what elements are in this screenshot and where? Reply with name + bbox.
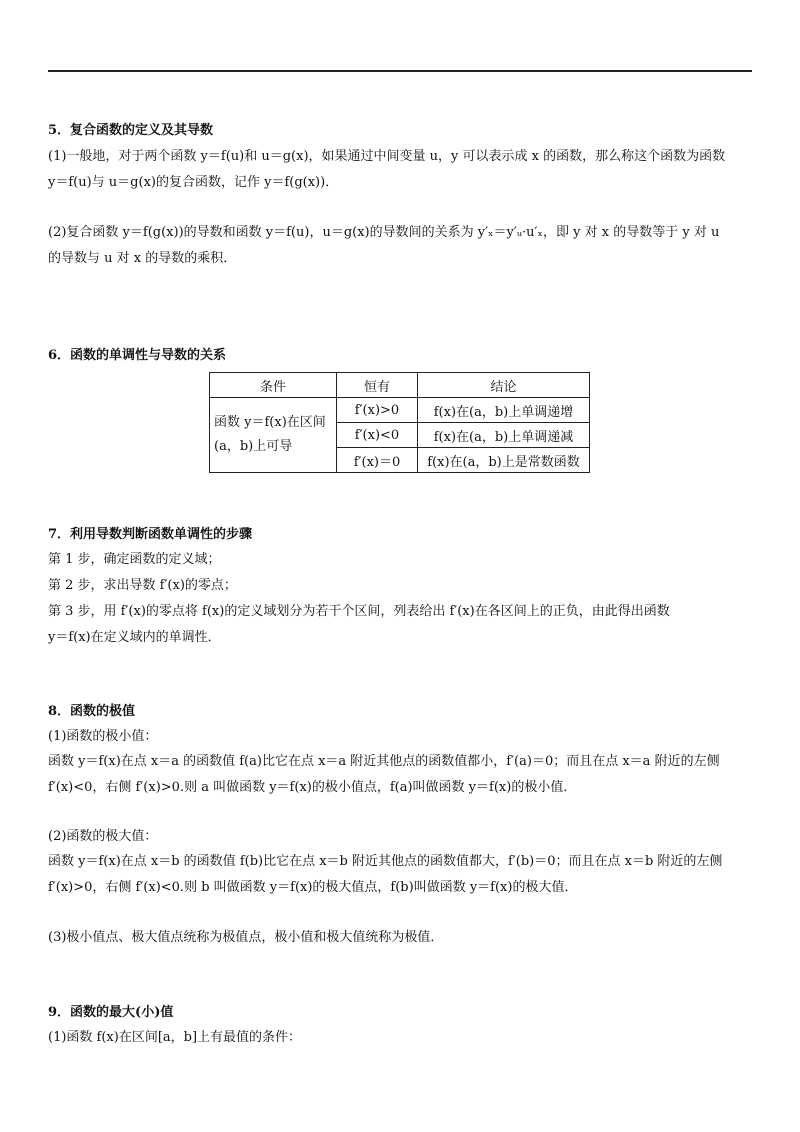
table-cell: f′(x)>0 [337, 398, 418, 423]
section-7-step1: 第 1 步，确定函数的定义域； [48, 552, 221, 567]
table-cell: f′(x)<0 [337, 423, 418, 448]
section-8-min-title: (1)函数的极小值： [48, 729, 158, 744]
section-7-step2: 第 2 步，求出导数 f′(x)的零点； [48, 578, 237, 593]
section-6-heading: 6．函数的单调性与导数的关系 [48, 348, 227, 363]
section-5-p1-line1: (1)一般地，对于两个函数 y＝f(u)和 u＝g(x)，如果通过中间变量 u，y 可以表示成 x 的函数，那么称这个函数为函数 [48, 149, 726, 164]
table-row [210, 398, 590, 423]
table-cell: f(x)在(a，b)上单调递减 [418, 423, 590, 448]
table-cell: f(x)在(a，b)上单调递增 [418, 398, 590, 423]
section-7-step3-line2: y＝f(x)在定义域内的单调性． [48, 630, 221, 645]
section-8-min-line2: f′(x)<0，右侧 f′(x)>0.则 a 叫做函数 y＝f(x)的极小值点，f(a)叫做函数 y＝f(x)的极小值． [48, 780, 577, 795]
monotonicity-table [209, 372, 590, 473]
section-9-heading: 9．函数的最大(小)值 [48, 1005, 174, 1020]
section-8-p3: (3)极小值点、极大值点统称为极值点，极小值和极大值统称为极值． [48, 930, 444, 945]
section-5-p2-line2: 的导数与 u 对 x 的导数的乘积． [48, 251, 237, 266]
header-rule [48, 70, 752, 72]
section-5-p2-line1: (2)复合函数 y＝f(g(x))的导数和函数 y＝f(u)，u＝g(x)的导数间的关系为 y′ₓ＝y′ᵤ·u′ₓ，即 y 对 x 的导数等于 y 对 u [48, 225, 720, 240]
section-9-p1: (1)函数 f(x)在区间[a，b]上有最值的条件： [48, 1030, 302, 1045]
table-header-cell: 结论 [418, 373, 590, 398]
table-condition-cell: 函数 y＝f(x)在区间(a，b)上可导 [210, 398, 337, 473]
section-8-max-line2: f′(x)>0，右侧 f′(x)<0.则 b 叫做函数 y＝f(x)的极大值点，f(b)叫做函数 y＝f(x)的极大值． [48, 880, 578, 895]
section-8-max-title: (2)函数的极大值： [48, 829, 158, 844]
table-header-row [210, 373, 590, 398]
section-8-max-line1: 函数 y＝f(x)在点 x＝b 的函数值 f(b)比它在点 x＝b 附近其他点的函数值都大，f′(b)＝0；而且在点 x＝b 附近的左侧 [48, 854, 723, 869]
section-8-min-line1: 函数 y＝f(x)在点 x＝a 的函数值 f(a)比它在点 x＝a 附近其他点的函数值都小，f′(a)＝0；而且在点 x＝a 附近的左侧 [48, 754, 720, 769]
section-5-p1-line2: y＝f(u)与 u＝g(x)的复合函数，记作 y＝f(g(x))． [48, 175, 339, 190]
table-cell: f′(x)＝0 [337, 448, 418, 473]
section-7-heading: 7．利用导数判断函数单调性的步骤 [48, 527, 253, 542]
section-8-heading: 8．函数的极值 [48, 704, 136, 719]
section-7-step3-line1: 第 3 步，用 f′(x)的零点将 f(x)的定义域划分为若干个区间，列表给出 f′(x)在各区间上的正负，由此得出函数 [48, 604, 670, 619]
table-header-cell: 条件 [210, 373, 337, 398]
table-header-cell: 恒有 [337, 373, 418, 398]
table-cell: f(x)在(a，b)上是常数函数 [418, 448, 590, 473]
section-5-heading: 5．复合函数的定义及其导数 [48, 123, 214, 138]
